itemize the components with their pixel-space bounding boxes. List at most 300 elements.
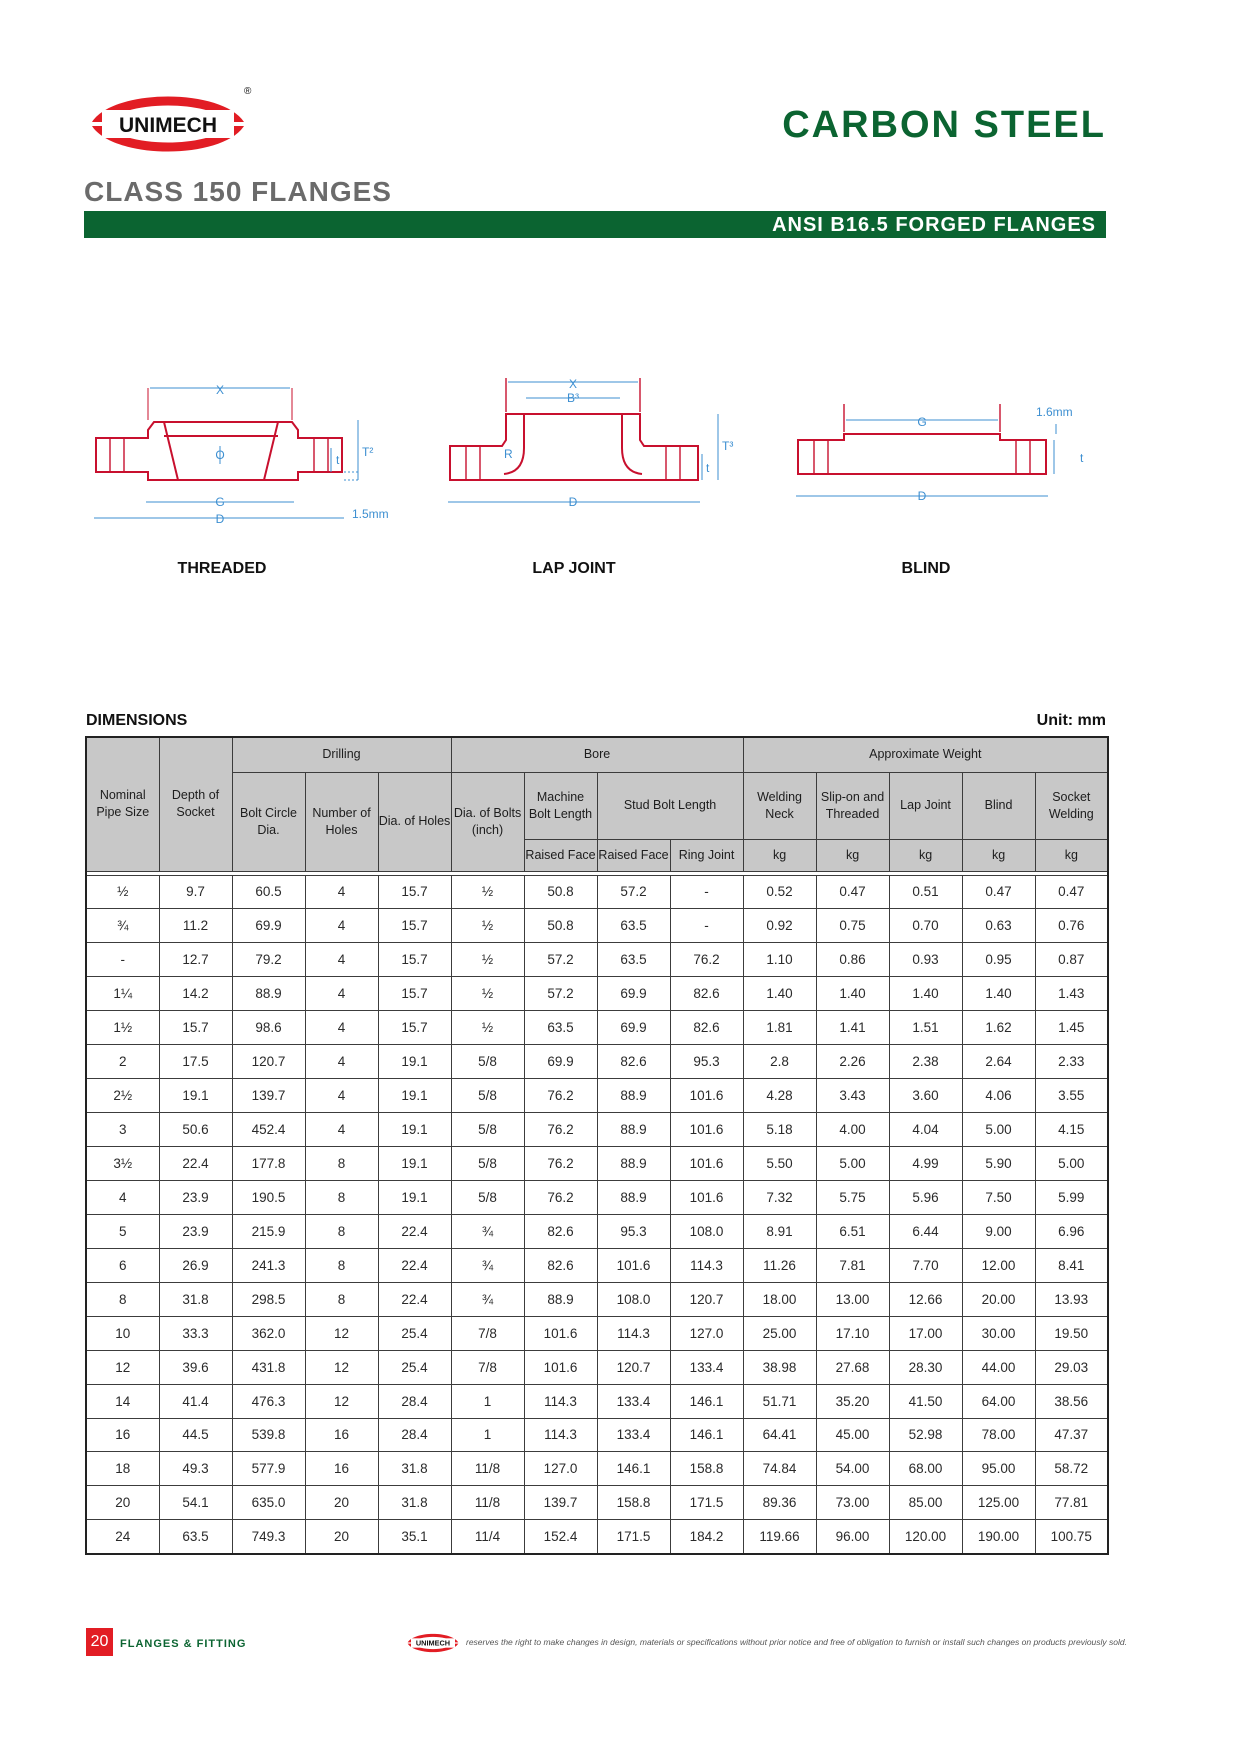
table-cell: 114.3 [524,1384,597,1418]
table-cell: 0.52 [743,875,816,909]
table-cell: 6.44 [889,1214,962,1248]
table-cell: 476.3 [232,1384,305,1418]
table-cell: 47.37 [1035,1418,1108,1452]
table-cell: 54.00 [816,1452,889,1486]
table-cell: 5/8 [451,1045,524,1079]
table-cell: 23.9 [159,1214,232,1248]
table-cell: 139.7 [232,1079,305,1113]
table-cell: 6.51 [816,1214,889,1248]
table-cell: 79.2 [232,943,305,977]
table-cell: 1.62 [962,1011,1035,1045]
table-cell: 28.4 [378,1418,451,1452]
table-cell: 4 [305,943,378,977]
table-cell: 431.8 [232,1350,305,1384]
table-cell: 38.56 [1035,1384,1108,1418]
table-cell: 1.40 [889,977,962,1011]
subheader-kg: kg [889,839,962,871]
table-cell: 63.5 [597,909,670,943]
table-cell: 5/8 [451,1147,524,1181]
header-group-drilling: Drilling [232,737,451,772]
footer-disclaimer: reserves the right to make changes in design, materials or specifications without prior notice and free of obligation to furnish or install such changes on products previously sold. [466,1637,1127,1647]
table-cell: 5.75 [816,1180,889,1214]
table-cell: 7/8 [451,1350,524,1384]
header-group-weight: Approximate Weight [743,737,1108,772]
dimensions-table [85,736,1109,1555]
table-cell: 101.6 [524,1350,597,1384]
table-cell: 7.32 [743,1180,816,1214]
table-cell: 5.96 [889,1180,962,1214]
table-cell: 158.8 [597,1486,670,1520]
table-cell: 2½ [86,1079,159,1113]
table-cell: 3.43 [816,1079,889,1113]
table-cell: 45.00 [816,1418,889,1452]
table-cell: 3½ [86,1147,159,1181]
table-cell: 69.9 [524,1045,597,1079]
table-cell: 100.75 [1035,1520,1108,1554]
blind-flange-diagram [792,368,1112,528]
table-cell: 20 [305,1486,378,1520]
registered-mark: ® [244,86,252,97]
table-cell: 101.6 [597,1248,670,1282]
table-cell: 63.5 [159,1520,232,1554]
table-cell: 101.6 [670,1180,743,1214]
table-cell: 95.3 [670,1045,743,1079]
table-cell: 19.1 [378,1113,451,1147]
table-cell: 1 [451,1418,524,1452]
header-bolt-circle-dia: Bolt Circle Dia. [232,772,305,871]
table-cell: 31.8 [378,1486,451,1520]
table-cell: 82.6 [524,1248,597,1282]
table-cell: 4.06 [962,1079,1035,1113]
table-cell: ½ [451,977,524,1011]
table-cell: 298.5 [232,1282,305,1316]
table-cell: 76.2 [524,1079,597,1113]
table-cell: 29.03 [1035,1350,1108,1384]
logo-text: UNIMECH [119,114,217,137]
table-cell: 88.9 [232,977,305,1011]
table-cell: 5.99 [1035,1180,1108,1214]
header-lap-joint: Lap Joint [889,772,962,839]
table-cell: 120.7 [232,1045,305,1079]
table-cell: 0.92 [743,909,816,943]
dim-raised-face: 1.6mm [1036,405,1073,419]
lap-joint-label: LAP JOINT [532,560,616,577]
table-cell: 50.8 [524,909,597,943]
table-cell: 0.47 [962,875,1035,909]
table-cell: 41.50 [889,1384,962,1418]
unimech-logo [84,84,252,164]
table-cell: 120.7 [670,1282,743,1316]
table-cell: 16 [305,1418,378,1452]
table-row [86,1384,1108,1418]
table-cell: 4 [305,1113,378,1147]
table-row [86,1520,1108,1554]
table-cell: 85.00 [889,1486,962,1520]
header-number-of-holes: Number of Holes [305,772,378,871]
table-cell: 88.9 [597,1180,670,1214]
unit-label: Unit: mm [1036,712,1106,729]
table-cell: 0.86 [816,943,889,977]
footer-unimech-logo [405,1629,461,1657]
table-cell: 5 [86,1214,159,1248]
table-cell: 25.4 [378,1316,451,1350]
subheader-ring-joint: Ring Joint [670,839,743,871]
table-cell: 77.81 [1035,1486,1108,1520]
table-cell: 11/4 [451,1520,524,1554]
table-cell: 184.2 [670,1520,743,1554]
table-cell: ½ [451,943,524,977]
table-cell: 133.4 [597,1384,670,1418]
table-cell: 11/8 [451,1452,524,1486]
table-cell: 49.3 [159,1452,232,1486]
table-cell: 577.9 [232,1452,305,1486]
table-cell: 12.00 [962,1248,1035,1282]
table-cell: 19.50 [1035,1316,1108,1350]
table-cell: 88.9 [597,1113,670,1147]
header-stud-bolt-length: Stud Bolt Length [597,772,743,839]
table-cell: 31.8 [378,1452,451,1486]
table-row [86,1214,1108,1248]
table-cell: 190.5 [232,1180,305,1214]
table-cell: 88.9 [524,1282,597,1316]
table-cell: 0.93 [889,943,962,977]
table-cell: 15.7 [378,1011,451,1045]
header-slip-on-threaded: Slip-on and Threaded [816,772,889,839]
table-cell: 6 [86,1248,159,1282]
page-subtitle: CLASS 150 FLANGES [84,176,392,207]
table-cell: 139.7 [524,1486,597,1520]
table-cell: 63.5 [597,943,670,977]
table-cell: 20 [86,1486,159,1520]
table-cell: 1.40 [816,977,889,1011]
table-cell: 12 [305,1350,378,1384]
table-cell: 82.6 [597,1045,670,1079]
dim-o: O [215,448,225,462]
table-cell: 22.4 [378,1282,451,1316]
table-row [86,1418,1108,1452]
table-cell: 8 [305,1214,378,1248]
table-cell: 133.4 [670,1350,743,1384]
table-cell: 12.66 [889,1282,962,1316]
dim-g: G [917,415,927,429]
table-cell: 11.26 [743,1248,816,1282]
table-cell: 14.2 [159,977,232,1011]
table-cell: 57.2 [524,943,597,977]
table-cell: 4 [305,1045,378,1079]
table-cell: 82.6 [524,1214,597,1248]
table-cell: 362.0 [232,1316,305,1350]
table-cell: 5.18 [743,1113,816,1147]
subheader-kg: kg [1035,839,1108,871]
table-cell: 101.6 [670,1079,743,1113]
table-cell: 50.6 [159,1113,232,1147]
dim-d: D [568,495,578,509]
table-cell: 11.2 [159,909,232,943]
table-cell: 15.7 [378,943,451,977]
table-cell: 25.4 [378,1350,451,1384]
dim-t: t [706,461,710,475]
table-cell: 57.2 [524,977,597,1011]
table-cell: 7.50 [962,1180,1035,1214]
table-cell: 108.0 [670,1214,743,1248]
table-cell: 114.3 [670,1248,743,1282]
table-cell: 2.8 [743,1045,816,1079]
table-row [86,1452,1108,1486]
header-dia-of-holes: Dia. of Holes [378,772,451,871]
table-cell: 125.00 [962,1486,1035,1520]
table-row [86,875,1108,909]
table-row [86,1147,1108,1181]
dim-t2: T² [362,445,374,459]
table-cell: 0.87 [1035,943,1108,977]
table-row [86,1045,1108,1079]
table-cell: 4 [305,977,378,1011]
table-cell: 2.38 [889,1045,962,1079]
table-row [86,1282,1108,1316]
table-row [86,1486,1108,1520]
subheader-kg: kg [816,839,889,871]
table-cell: 28.4 [378,1384,451,1418]
dim-x: X [215,383,225,397]
table-cell: - [86,943,159,977]
table-cell: 13.00 [816,1282,889,1316]
table-cell: 73.00 [816,1486,889,1520]
lap-joint-flange-diagram [444,368,764,528]
table-cell: - [670,875,743,909]
table-cell: 64.41 [743,1418,816,1452]
table-cell: 39.6 [159,1350,232,1384]
table-cell: 15.7 [378,977,451,1011]
table-cell: 146.1 [670,1418,743,1452]
table-cell: ½ [86,875,159,909]
subheader-raised-face: Raised Face [524,839,597,871]
table-cell: 5/8 [451,1180,524,1214]
table-cell: 177.8 [232,1147,305,1181]
table-cell: 54.1 [159,1486,232,1520]
table-cell: 5/8 [451,1079,524,1113]
table-cell: 18.00 [743,1282,816,1316]
table-cell: 17.5 [159,1045,232,1079]
table-cell: 19.1 [378,1045,451,1079]
page-title: CARBON STEEL [782,104,1106,146]
table-cell: 4.00 [816,1113,889,1147]
table-cell: 101.6 [670,1147,743,1181]
table-cell: 1.10 [743,943,816,977]
table-cell: 76.2 [524,1180,597,1214]
dim-raised-face: 1.5mm [352,507,389,521]
table-cell: 8 [305,1248,378,1282]
table-cell: 76.2 [524,1113,597,1147]
threaded-flange-diagram [88,368,408,528]
table-cell: 20 [305,1520,378,1554]
table-cell: 30.00 [962,1316,1035,1350]
table-cell: 190.00 [962,1520,1035,1554]
table-cell: 0.75 [816,909,889,943]
table-cell: 0.76 [1035,909,1108,943]
table-cell: 19.1 [378,1180,451,1214]
table-cell: 749.3 [232,1520,305,1554]
table-cell: 1.43 [1035,977,1108,1011]
table-cell: 89.36 [743,1486,816,1520]
table-cell: 635.0 [232,1486,305,1520]
table-cell: 24 [86,1520,159,1554]
dim-d: D [215,512,225,526]
table-cell: 16 [305,1452,378,1486]
table-cell: 1.45 [1035,1011,1108,1045]
table-cell: 1.40 [962,977,1035,1011]
table-cell: ½ [451,909,524,943]
table-cell: 38.98 [743,1350,816,1384]
dim-r: R [504,447,513,461]
table-cell: 101.6 [524,1316,597,1350]
table-cell: 3.55 [1035,1079,1108,1113]
table-cell: 69.9 [597,977,670,1011]
table-cell: 51.71 [743,1384,816,1418]
table-cell: 76.2 [670,943,743,977]
table-cell: 1½ [86,1011,159,1045]
table-cell: 114.3 [524,1418,597,1452]
table-cell: 0.95 [962,943,1035,977]
table-row [86,1350,1108,1384]
table-cell: 11/8 [451,1486,524,1520]
header-group-bore: Bore [451,737,743,772]
table-cell: 3 [86,1113,159,1147]
table-cell: 5.00 [962,1113,1035,1147]
table-cell: 15.7 [159,1011,232,1045]
table-cell: 27.68 [816,1350,889,1384]
table-cell: 44.5 [159,1418,232,1452]
table-cell: 1.40 [743,977,816,1011]
table-cell: 7.70 [889,1248,962,1282]
dim-t: t [336,453,340,467]
table-cell: 8 [305,1180,378,1214]
unimech-logo-mark [84,84,252,164]
table-cell: 12 [305,1316,378,1350]
table-cell: 8 [305,1282,378,1316]
dimensions-table-body [86,875,1108,1554]
dim-d: D [917,489,927,503]
table-cell: 74.84 [743,1452,816,1486]
table-cell: 15.7 [378,875,451,909]
table-cell: 108.0 [597,1282,670,1316]
table-cell: 146.1 [597,1452,670,1486]
table-cell: 88.9 [597,1079,670,1113]
subheader-raised-face: Raised Face [597,839,670,871]
table-cell: 4 [305,1079,378,1113]
table-cell: 2.64 [962,1045,1035,1079]
table-cell: 127.0 [670,1316,743,1350]
header-nominal-pipe-size: Nominal Pipe Size [86,737,159,871]
table-cell: 171.5 [597,1520,670,1554]
table-cell: 0.47 [1035,875,1108,909]
table-cell: 50.8 [524,875,597,909]
table-cell: 10 [86,1316,159,1350]
table-cell: 0.63 [962,909,1035,943]
table-cell: 78.00 [962,1418,1035,1452]
table-cell: 5.90 [962,1147,1035,1181]
table-cell: 2 [86,1045,159,1079]
table-cell: 7.81 [816,1248,889,1282]
table-cell: 58.72 [1035,1452,1108,1486]
table-cell: 0.70 [889,909,962,943]
table-cell: 1¼ [86,977,159,1011]
dim-g: G [215,495,225,509]
footer-section-name: FLANGES & FITTING [120,1638,247,1650]
standard-banner-text: ANSI B16.5 FORGED FLANGES [772,214,1096,236]
table-cell: 0.51 [889,875,962,909]
header-socket-welding: Socket Welding [1035,772,1108,839]
table-cell: 8.91 [743,1214,816,1248]
table-cell: 12.7 [159,943,232,977]
table-row [86,1180,1108,1214]
table-cell: 35.20 [816,1384,889,1418]
table-cell: 4.99 [889,1147,962,1181]
table-cell: 3.60 [889,1079,962,1113]
table-cell: 152.4 [524,1520,597,1554]
table-cell: 98.6 [232,1011,305,1045]
table-cell: 60.5 [232,875,305,909]
table-cell: 16 [86,1418,159,1452]
table-row [86,1248,1108,1282]
table-cell: 96.00 [816,1520,889,1554]
table-cell: 7/8 [451,1316,524,1350]
table-cell: 9.7 [159,875,232,909]
table-cell: 69.9 [232,909,305,943]
table-cell: 20.00 [962,1282,1035,1316]
table-row [86,909,1108,943]
table-cell: 63.5 [524,1011,597,1045]
table-row [86,1113,1108,1147]
table-cell: 25.00 [743,1316,816,1350]
table-cell: 2.26 [816,1045,889,1079]
table-row [86,977,1108,1011]
table-cell: ¾ [86,909,159,943]
table-cell: 119.66 [743,1520,816,1554]
table-cell: 64.00 [962,1384,1035,1418]
dim-t3: T³ [722,439,734,453]
table-cell: 17.10 [816,1316,889,1350]
table-cell: 12 [86,1350,159,1384]
table-cell: ¾ [451,1282,524,1316]
subheader-kg: kg [743,839,816,871]
dim-x: X [568,377,578,391]
table-cell: 114.3 [597,1316,670,1350]
table-cell: 22.4 [159,1147,232,1181]
table-cell: 88.9 [597,1147,670,1181]
table-cell: 101.6 [670,1113,743,1147]
blind-label: BLIND [901,560,951,577]
table-cell: 19.1 [159,1079,232,1113]
table-cell: 15.7 [378,909,451,943]
table-cell: 120.00 [889,1520,962,1554]
table-cell: ½ [451,875,524,909]
table-cell: 12 [305,1384,378,1418]
table-row [86,1316,1108,1350]
table-cell: 52.98 [889,1418,962,1452]
table-cell: 4 [305,1011,378,1045]
table-cell: 95.3 [597,1214,670,1248]
header-blind: Blind [962,772,1035,839]
table-cell: 8.41 [1035,1248,1108,1282]
table-cell: 35.1 [378,1520,451,1554]
table-cell: 1.51 [889,1011,962,1045]
table-cell: 8 [305,1147,378,1181]
table-cell: 82.6 [670,977,743,1011]
table-cell: 5.00 [816,1147,889,1181]
table-cell: 158.8 [670,1452,743,1486]
table-cell: ¾ [451,1214,524,1248]
table-cell: ¾ [451,1248,524,1282]
